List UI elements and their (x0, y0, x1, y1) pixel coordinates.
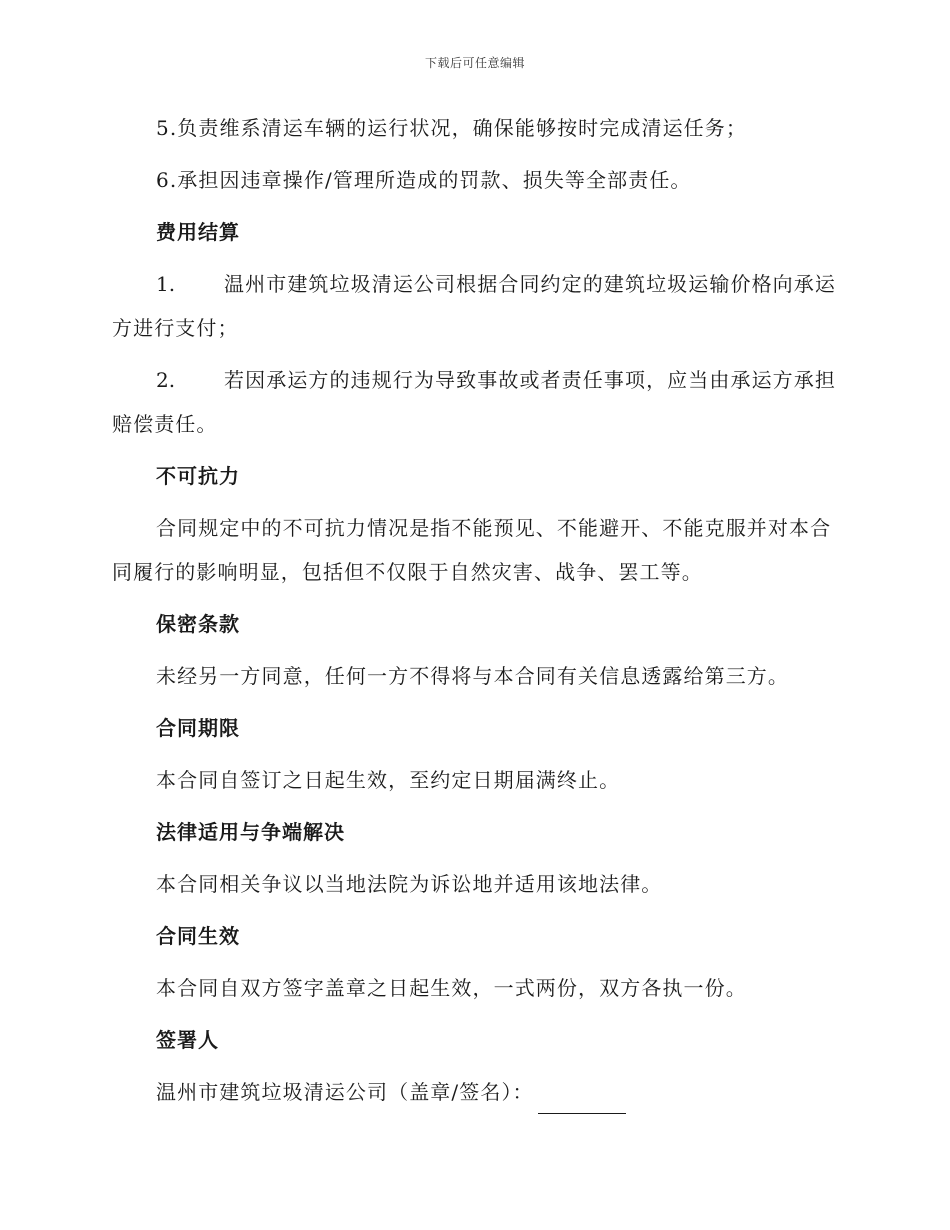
confidentiality-text: 未经另一方同意，任何一方不得将与本合同有关信息透露给第三方。 (156, 664, 789, 688)
section-heading-confidentiality: 保密条款 (156, 612, 240, 636)
document-body (112, 106, 836, 1114)
signature-blank-field[interactable] (538, 1085, 626, 1114)
force-majeure-text: 合同规定中的不可抗力情况是指不能预见、不能避开、不能克服并对本合同履行的影响明显，包括但不仅限于自然灾害、战争、罢工等。 (112, 516, 832, 584)
effectiveness-text: 本合同自双方签字盖章之日起生效，一式两份，双方各执一份。 (156, 976, 747, 1000)
fee-item-1-number: 1. (156, 272, 176, 296)
fee-item-2-number: 2. (156, 368, 176, 392)
clause-6: 6.承担因违章操作/管理所造成的罚款、损失等全部责任。 (156, 168, 692, 192)
contract-term-text: 本合同自签订之日起生效，至约定日期届满终止。 (156, 768, 621, 792)
page-header: 下载后可任意编辑 (424, 56, 525, 70)
section-heading-law-disputes: 法律适用与争端解决 (156, 820, 345, 844)
fee-item-2-text: 若因承运方的违规行为导致事故或者责任事项，应当由承运方承担赔偿责任。 (112, 368, 836, 436)
section-heading-force-majeure: 不可抗力 (156, 464, 240, 488)
section-heading-contract-term: 合同期限 (156, 716, 240, 740)
fee-item-1-text: 温州市建筑垃圾清运公司根据合同约定的建筑垃圾运输价格向承运方进行支付； (112, 272, 836, 340)
law-disputes-text: 本合同相关争议以当地法院为诉讼地并适用该地法律。 (156, 872, 663, 896)
signature-line (112, 1070, 836, 1114)
clause-5: 5.负责维系清运车辆的运行状况，确保能够按时完成清运任务； (156, 116, 747, 140)
fee-item-1 (112, 262, 836, 350)
section-heading-signatories: 签署人 (156, 1028, 219, 1052)
section-heading-fee-settlement: 费用结算 (156, 220, 240, 244)
fee-item-2 (112, 358, 836, 446)
section-heading-effectiveness: 合同生效 (156, 924, 240, 948)
signature-label: 温州市建筑垃圾清运公司（盖章/签名）： (156, 1080, 534, 1104)
